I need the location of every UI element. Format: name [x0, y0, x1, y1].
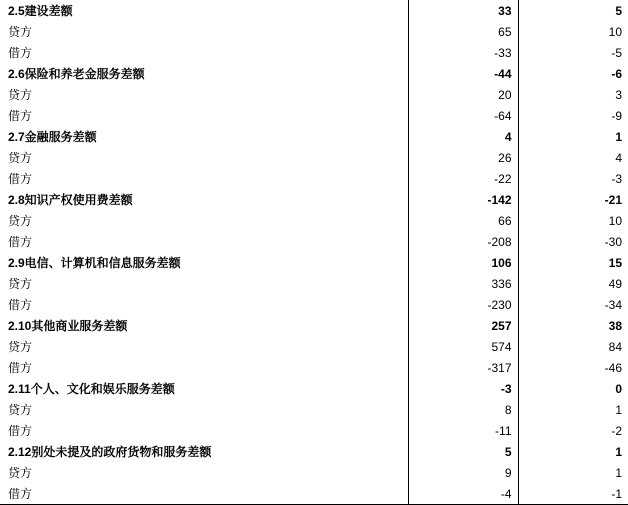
row-label-group: 2.8知识产权使用费差额 — [8, 192, 133, 207]
row-value-2: 0 — [518, 378, 628, 399]
table-row — [0, 357, 628, 378]
table-row — [0, 378, 628, 399]
row-label-group: 2.9电信、计算机和信息服务差额 — [8, 255, 181, 270]
table-row — [0, 210, 628, 231]
row-value-1: 66 — [408, 210, 518, 231]
row-label-sub: 贷方 — [8, 150, 33, 165]
table-row — [0, 105, 628, 126]
table-row — [0, 420, 628, 441]
row-value-1: 574 — [408, 336, 518, 357]
row-value-2: -3 — [518, 168, 628, 189]
row-value-1: -208 — [408, 231, 518, 252]
table-row — [0, 168, 628, 189]
row-value-1: -4 — [408, 483, 518, 504]
row-label-sub: 借方 — [8, 171, 33, 186]
row-value-1: 9 — [408, 462, 518, 483]
row-value-1: -11 — [408, 420, 518, 441]
row-value-1: -44 — [408, 63, 518, 84]
row-label-sub: 贷方 — [8, 339, 33, 354]
row-label-sub: 贷方 — [8, 402, 33, 417]
row-value-2: -1 — [518, 483, 628, 504]
row-value-2: 3 — [518, 84, 628, 105]
row-value-2: -30 — [518, 231, 628, 252]
row-value-2: -6 — [518, 63, 628, 84]
row-label-group: 2.5建设差额 — [8, 3, 73, 18]
row-value-1: 5 — [408, 441, 518, 462]
row-label-sub: 贷方 — [8, 24, 33, 39]
table-row — [0, 126, 628, 147]
table-row — [0, 42, 628, 63]
row-value-2: 1 — [518, 441, 628, 462]
row-label-sub: 贷方 — [8, 87, 33, 102]
row-value-2: -2 — [518, 420, 628, 441]
row-label-sub: 贷方 — [8, 276, 33, 291]
row-label-sub: 借方 — [8, 108, 33, 123]
row-value-1: -33 — [408, 42, 518, 63]
row-label-sub: 贷方 — [8, 465, 33, 480]
row-label-sub: 贷方 — [8, 213, 33, 228]
row-value-1: -317 — [408, 357, 518, 378]
row-value-2: 5 — [518, 0, 628, 21]
row-value-2: 15 — [518, 252, 628, 273]
row-value-2: 10 — [518, 210, 628, 231]
table-row — [0, 147, 628, 168]
row-value-1: 65 — [408, 21, 518, 42]
table-row — [0, 0, 628, 21]
table-row — [0, 294, 628, 315]
row-value-2: -34 — [518, 294, 628, 315]
row-label-sub: 借方 — [8, 297, 33, 312]
row-label-group: 2.6保险和养老金服务差额 — [8, 66, 145, 81]
row-value-1: -142 — [408, 189, 518, 210]
row-value-2: 1 — [518, 126, 628, 147]
row-value-2: 49 — [518, 273, 628, 294]
table-row — [0, 441, 628, 462]
row-value-1: 20 — [408, 84, 518, 105]
row-value-2: -46 — [518, 357, 628, 378]
table-row — [0, 189, 628, 210]
table-row — [0, 21, 628, 42]
table-row — [0, 315, 628, 336]
row-value-2: 1 — [518, 399, 628, 420]
row-value-2: -5 — [518, 42, 628, 63]
row-value-1: -22 — [408, 168, 518, 189]
row-value-1: 33 — [408, 0, 518, 21]
row-value-2: -21 — [518, 189, 628, 210]
row-label-group: 2.12别处未提及的政府货物和服务差额 — [8, 444, 212, 459]
table-row — [0, 462, 628, 483]
row-label-sub: 借方 — [8, 234, 33, 249]
row-value-2: 4 — [518, 147, 628, 168]
table-row — [0, 252, 628, 273]
row-value-1: 26 — [408, 147, 518, 168]
table-row — [0, 336, 628, 357]
table-row — [0, 84, 628, 105]
row-label-sub: 借方 — [8, 45, 33, 60]
row-label-sub: 借方 — [8, 486, 33, 501]
table-row — [0, 273, 628, 294]
row-value-1: 336 — [408, 273, 518, 294]
row-label-group: 2.11个人、文化和娱乐服务差额 — [8, 381, 175, 396]
table-row — [0, 231, 628, 252]
row-value-2: 84 — [518, 336, 628, 357]
row-value-1: 8 — [408, 399, 518, 420]
row-value-2: 38 — [518, 315, 628, 336]
row-value-1: -230 — [408, 294, 518, 315]
table-row — [0, 63, 628, 84]
row-value-2: -9 — [518, 105, 628, 126]
row-label-sub: 借方 — [8, 423, 33, 438]
row-label-group: 2.7金融服务差额 — [8, 129, 97, 144]
row-value-1: -64 — [408, 105, 518, 126]
row-value-1: 257 — [408, 315, 518, 336]
row-label-group: 2.10其他商业服务差额 — [8, 318, 128, 333]
table-row — [0, 399, 628, 420]
row-label-sub: 借方 — [8, 360, 33, 375]
row-value-1: -3 — [408, 378, 518, 399]
row-value-2: 10 — [518, 21, 628, 42]
row-value-1: 4 — [408, 126, 518, 147]
row-value-2: 1 — [518, 462, 628, 483]
row-value-1: 106 — [408, 252, 518, 273]
